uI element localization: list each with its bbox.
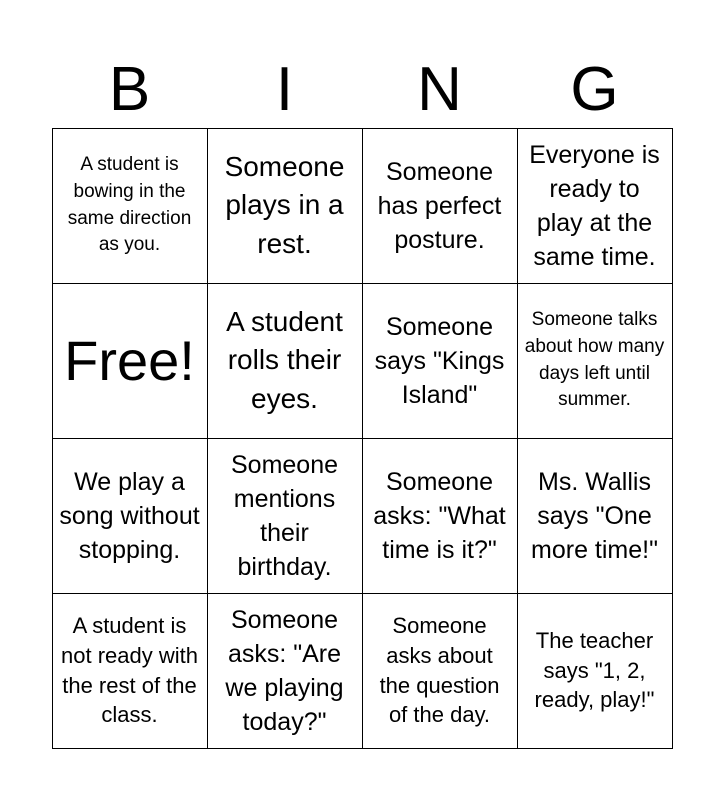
bingo-cell[interactable] [517,593,673,749]
header-letter-i: I [275,55,294,124]
bingo-cell-text: Free! [64,328,195,392]
bingo-cell-text: Someone mentions their birthday. [230,450,339,581]
header-letter-n: N [417,55,462,124]
bingo-cell-text: A student is not ready with the rest of the class. [61,612,198,728]
bingo-cell-text: Someone plays in a rest. [224,151,345,259]
bingo-cell[interactable] [207,438,363,594]
bingo-cell[interactable] [52,593,208,749]
bingo-cell-text: Someone says "Kings Island" [374,312,505,409]
bingo-header [52,52,672,128]
bingo-cell[interactable] [517,128,673,284]
bingo-cell-text: Someone talks about how many days left until summer. [524,308,665,411]
header-letter-b: B [108,55,151,124]
bingo-cell[interactable] [517,283,673,439]
bingo-cell[interactable] [207,128,363,284]
bingo-cell-text: Everyone is ready to play at the same time. [529,140,660,271]
bingo-cell-text: A student is bowing in the same direction as you. [67,153,192,256]
bingo-cell-text: A student rolls their eyes. [226,306,343,414]
bingo-cell-text: The teacher says "1, 2, ready, play!" [534,627,655,713]
bingo-cell-text: Someone asks about the question of the day. [379,612,500,728]
bingo-cell[interactable] [52,438,208,594]
bingo-cell[interactable] [362,593,518,749]
bingo-cell-text: We play a song without stopping. [59,467,200,564]
bingo-card [52,128,672,748]
bingo-cell-text: Someone asks: "Are we playing today?" [225,605,344,736]
bingo-cell[interactable] [362,283,518,439]
header-letter-g: G [570,55,619,124]
free-space-cell[interactable] [52,283,208,439]
bingo-cell-text: Ms. Wallis says "One more time!" [531,467,658,564]
bingo-cell-text: Someone asks: "What time is it?" [373,467,506,564]
bingo-cell[interactable] [207,283,363,439]
bingo-cell[interactable] [362,438,518,594]
bingo-cell-text: Someone has perfect posture. [377,157,502,254]
bingo-cell[interactable] [517,438,673,594]
bingo-cell[interactable] [52,128,208,284]
bingo-cell[interactable] [207,593,363,749]
bingo-cell[interactable] [362,128,518,284]
